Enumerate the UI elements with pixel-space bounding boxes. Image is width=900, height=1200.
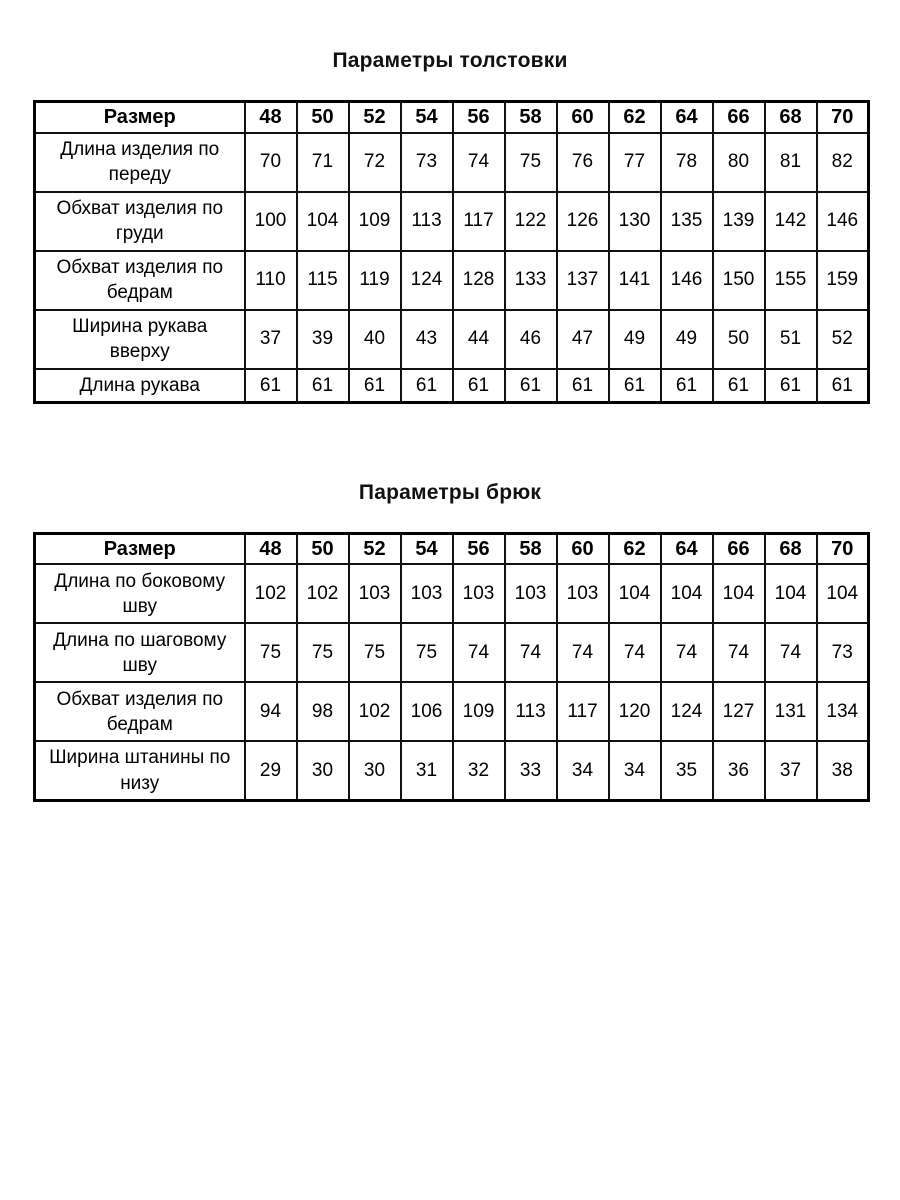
measurement-value-cell: 32 bbox=[453, 741, 505, 800]
measurement-value-cell: 61 bbox=[765, 369, 817, 403]
pants-table-title: Параметры брюк bbox=[358, 480, 542, 504]
measurement-value-cell: 30 bbox=[297, 741, 349, 800]
measurement-value-cell: 46 bbox=[505, 310, 557, 369]
measurement-value-cell: 37 bbox=[245, 310, 297, 369]
measurement-value-cell: 104 bbox=[297, 192, 349, 251]
measurement-value-cell: 74 bbox=[609, 623, 661, 682]
measurement-value-cell: 133 bbox=[505, 251, 557, 310]
measurement-value-cell: 75 bbox=[505, 133, 557, 192]
size-column-header: 62 bbox=[609, 102, 661, 133]
measurement-value-cell: 80 bbox=[713, 133, 765, 192]
hoodie-table-title: Параметры толстовки bbox=[332, 49, 568, 72]
size-column-header: 52 bbox=[349, 533, 401, 564]
measurement-value-cell: 61 bbox=[401, 369, 453, 403]
measurement-value-cell: 100 bbox=[245, 192, 297, 251]
measurement-value-cell: 61 bbox=[713, 369, 765, 403]
measurement-value-cell: 102 bbox=[349, 682, 401, 741]
size-column-header: 56 bbox=[453, 102, 505, 133]
measurement-label: Обхват изделия по бедрам bbox=[35, 251, 245, 310]
measurement-value-cell: 117 bbox=[453, 192, 505, 251]
measurement-value-cell: 61 bbox=[297, 369, 349, 403]
measurement-value-cell: 103 bbox=[505, 564, 557, 623]
measurement-value-cell: 61 bbox=[245, 369, 297, 403]
measurement-label: Длина изделия по переду bbox=[35, 133, 245, 192]
measurement-value-cell: 61 bbox=[453, 369, 505, 403]
measurement-label: Длина по боковому шву bbox=[35, 564, 245, 623]
measurement-value-cell: 43 bbox=[401, 310, 453, 369]
measurement-label: Обхват изделия по груди bbox=[35, 192, 245, 251]
measurement-value-cell: 103 bbox=[349, 564, 401, 623]
measurement-value-cell: 124 bbox=[661, 682, 713, 741]
size-header-label: Размер bbox=[35, 102, 245, 133]
measurement-value-cell: 29 bbox=[245, 741, 297, 800]
measurement-value-cell: 150 bbox=[713, 251, 765, 310]
measurement-value-cell: 34 bbox=[609, 741, 661, 800]
size-column-header: 58 bbox=[505, 102, 557, 133]
measurement-value-cell: 49 bbox=[661, 310, 713, 369]
measurement-value-cell: 40 bbox=[349, 310, 401, 369]
measurement-value-cell: 146 bbox=[817, 192, 869, 251]
measurement-value-cell: 94 bbox=[245, 682, 297, 741]
measurement-value-cell: 115 bbox=[297, 251, 349, 310]
measurement-value-cell: 37 bbox=[765, 741, 817, 800]
size-column-header: 54 bbox=[401, 102, 453, 133]
measurement-label: Длина по шаговому шву bbox=[35, 623, 245, 682]
measurement-value-cell: 74 bbox=[713, 623, 765, 682]
measurement-value-cell: 106 bbox=[401, 682, 453, 741]
size-column-header: 50 bbox=[297, 102, 349, 133]
measurement-row bbox=[35, 133, 869, 192]
measurement-value-cell: 75 bbox=[349, 623, 401, 682]
measurement-row bbox=[35, 251, 869, 310]
size-column-header: 70 bbox=[817, 533, 869, 564]
measurement-value-cell: 30 bbox=[349, 741, 401, 800]
size-header-row bbox=[35, 102, 869, 133]
measurement-value-cell: 47 bbox=[557, 310, 609, 369]
measurement-value-cell: 141 bbox=[609, 251, 661, 310]
measurement-value-cell: 134 bbox=[817, 682, 869, 741]
measurement-value-cell: 122 bbox=[505, 192, 557, 251]
measurement-value-cell: 146 bbox=[661, 251, 713, 310]
measurement-value-cell: 124 bbox=[401, 251, 453, 310]
pants-size-table bbox=[33, 532, 870, 802]
measurement-value-cell: 61 bbox=[505, 369, 557, 403]
measurement-value-cell: 159 bbox=[817, 251, 869, 310]
measurement-value-cell: 119 bbox=[349, 251, 401, 310]
measurement-value-cell: 50 bbox=[713, 310, 765, 369]
measurement-value-cell: 74 bbox=[505, 623, 557, 682]
measurement-value-cell: 113 bbox=[505, 682, 557, 741]
size-column-header: 62 bbox=[609, 533, 661, 564]
measurement-value-cell: 128 bbox=[453, 251, 505, 310]
measurement-value-cell: 31 bbox=[401, 741, 453, 800]
measurement-value-cell: 74 bbox=[765, 623, 817, 682]
measurement-value-cell: 61 bbox=[817, 369, 869, 403]
measurement-value-cell: 135 bbox=[661, 192, 713, 251]
size-column-header: 70 bbox=[817, 102, 869, 133]
measurement-value-cell: 72 bbox=[349, 133, 401, 192]
size-column-header: 66 bbox=[713, 533, 765, 564]
measurement-value-cell: 61 bbox=[609, 369, 661, 403]
measurement-row bbox=[35, 310, 869, 369]
size-column-header: 54 bbox=[401, 533, 453, 564]
measurement-value-cell: 74 bbox=[453, 133, 505, 192]
measurement-value-cell: 74 bbox=[661, 623, 713, 682]
measurement-value-cell: 102 bbox=[245, 564, 297, 623]
measurement-value-cell: 81 bbox=[765, 133, 817, 192]
measurement-value-cell: 70 bbox=[245, 133, 297, 192]
measurement-value-cell: 104 bbox=[609, 564, 661, 623]
size-header-row bbox=[35, 533, 869, 564]
measurement-value-cell: 44 bbox=[453, 310, 505, 369]
measurement-value-cell: 38 bbox=[817, 741, 869, 800]
measurement-value-cell: 75 bbox=[401, 623, 453, 682]
measurement-label: Обхват изделия по бедрам bbox=[35, 682, 245, 741]
size-column-header: 60 bbox=[557, 102, 609, 133]
measurement-value-cell: 127 bbox=[713, 682, 765, 741]
size-column-header: 58 bbox=[505, 533, 557, 564]
measurement-value-cell: 130 bbox=[609, 192, 661, 251]
measurement-value-cell: 104 bbox=[765, 564, 817, 623]
measurement-value-cell: 103 bbox=[557, 564, 609, 623]
size-column-header: 66 bbox=[713, 102, 765, 133]
measurement-value-cell: 36 bbox=[713, 741, 765, 800]
measurement-value-cell: 82 bbox=[817, 133, 869, 192]
measurement-value-cell: 142 bbox=[765, 192, 817, 251]
size-column-header: 68 bbox=[765, 533, 817, 564]
measurement-value-cell: 120 bbox=[609, 682, 661, 741]
measurement-row bbox=[35, 741, 869, 800]
measurement-value-cell: 110 bbox=[245, 251, 297, 310]
measurement-value-cell: 61 bbox=[349, 369, 401, 403]
measurement-value-cell: 39 bbox=[297, 310, 349, 369]
size-column-header: 60 bbox=[557, 533, 609, 564]
size-column-header: 68 bbox=[765, 102, 817, 133]
measurement-value-cell: 98 bbox=[297, 682, 349, 741]
measurement-value-cell: 49 bbox=[609, 310, 661, 369]
measurement-value-cell: 76 bbox=[557, 133, 609, 192]
measurement-value-cell: 73 bbox=[401, 133, 453, 192]
measurement-value-cell: 104 bbox=[661, 564, 713, 623]
measurement-value-cell: 103 bbox=[453, 564, 505, 623]
hoodie-size-table bbox=[33, 100, 870, 404]
measurement-label: Длина рукава bbox=[35, 369, 245, 403]
measurement-value-cell: 75 bbox=[245, 623, 297, 682]
measurement-value-cell: 126 bbox=[557, 192, 609, 251]
hoodie-parameters-section bbox=[33, 0, 867, 404]
measurement-value-cell: 78 bbox=[661, 133, 713, 192]
size-column-header: 50 bbox=[297, 533, 349, 564]
measurement-row bbox=[35, 682, 869, 741]
measurement-value-cell: 131 bbox=[765, 682, 817, 741]
measurement-row bbox=[35, 564, 869, 623]
size-column-header: 64 bbox=[661, 102, 713, 133]
measurement-value-cell: 74 bbox=[557, 623, 609, 682]
measurement-label: Ширина рукава вверху bbox=[35, 310, 245, 369]
size-header-label: Размер bbox=[35, 533, 245, 564]
measurement-value-cell: 113 bbox=[401, 192, 453, 251]
measurement-value-cell: 35 bbox=[661, 741, 713, 800]
measurement-value-cell: 61 bbox=[557, 369, 609, 403]
measurement-value-cell: 34 bbox=[557, 741, 609, 800]
measurement-value-cell: 33 bbox=[505, 741, 557, 800]
measurement-row bbox=[35, 369, 869, 403]
measurement-row bbox=[35, 623, 869, 682]
measurement-value-cell: 104 bbox=[817, 564, 869, 623]
size-column-header: 64 bbox=[661, 533, 713, 564]
measurement-value-cell: 104 bbox=[713, 564, 765, 623]
size-column-header: 52 bbox=[349, 102, 401, 133]
measurement-value-cell: 61 bbox=[661, 369, 713, 403]
measurement-row bbox=[35, 192, 869, 251]
measurement-value-cell: 155 bbox=[765, 251, 817, 310]
size-column-header: 56 bbox=[453, 533, 505, 564]
measurement-value-cell: 77 bbox=[609, 133, 661, 192]
size-column-header: 48 bbox=[245, 102, 297, 133]
measurement-value-cell: 73 bbox=[817, 623, 869, 682]
measurement-value-cell: 102 bbox=[297, 564, 349, 623]
size-column-header: 48 bbox=[245, 533, 297, 564]
measurement-value-cell: 137 bbox=[557, 251, 609, 310]
measurement-value-cell: 139 bbox=[713, 192, 765, 251]
measurement-value-cell: 75 bbox=[297, 623, 349, 682]
measurement-value-cell: 103 bbox=[401, 564, 453, 623]
measurement-value-cell: 74 bbox=[453, 623, 505, 682]
measurement-value-cell: 51 bbox=[765, 310, 817, 369]
measurement-label: Ширина штанины по низу bbox=[35, 741, 245, 800]
measurement-value-cell: 117 bbox=[557, 682, 609, 741]
measurement-value-cell: 109 bbox=[349, 192, 401, 251]
measurement-value-cell: 71 bbox=[297, 133, 349, 192]
pants-parameters-section bbox=[33, 404, 867, 802]
measurement-value-cell: 52 bbox=[817, 310, 869, 369]
measurement-value-cell: 109 bbox=[453, 682, 505, 741]
